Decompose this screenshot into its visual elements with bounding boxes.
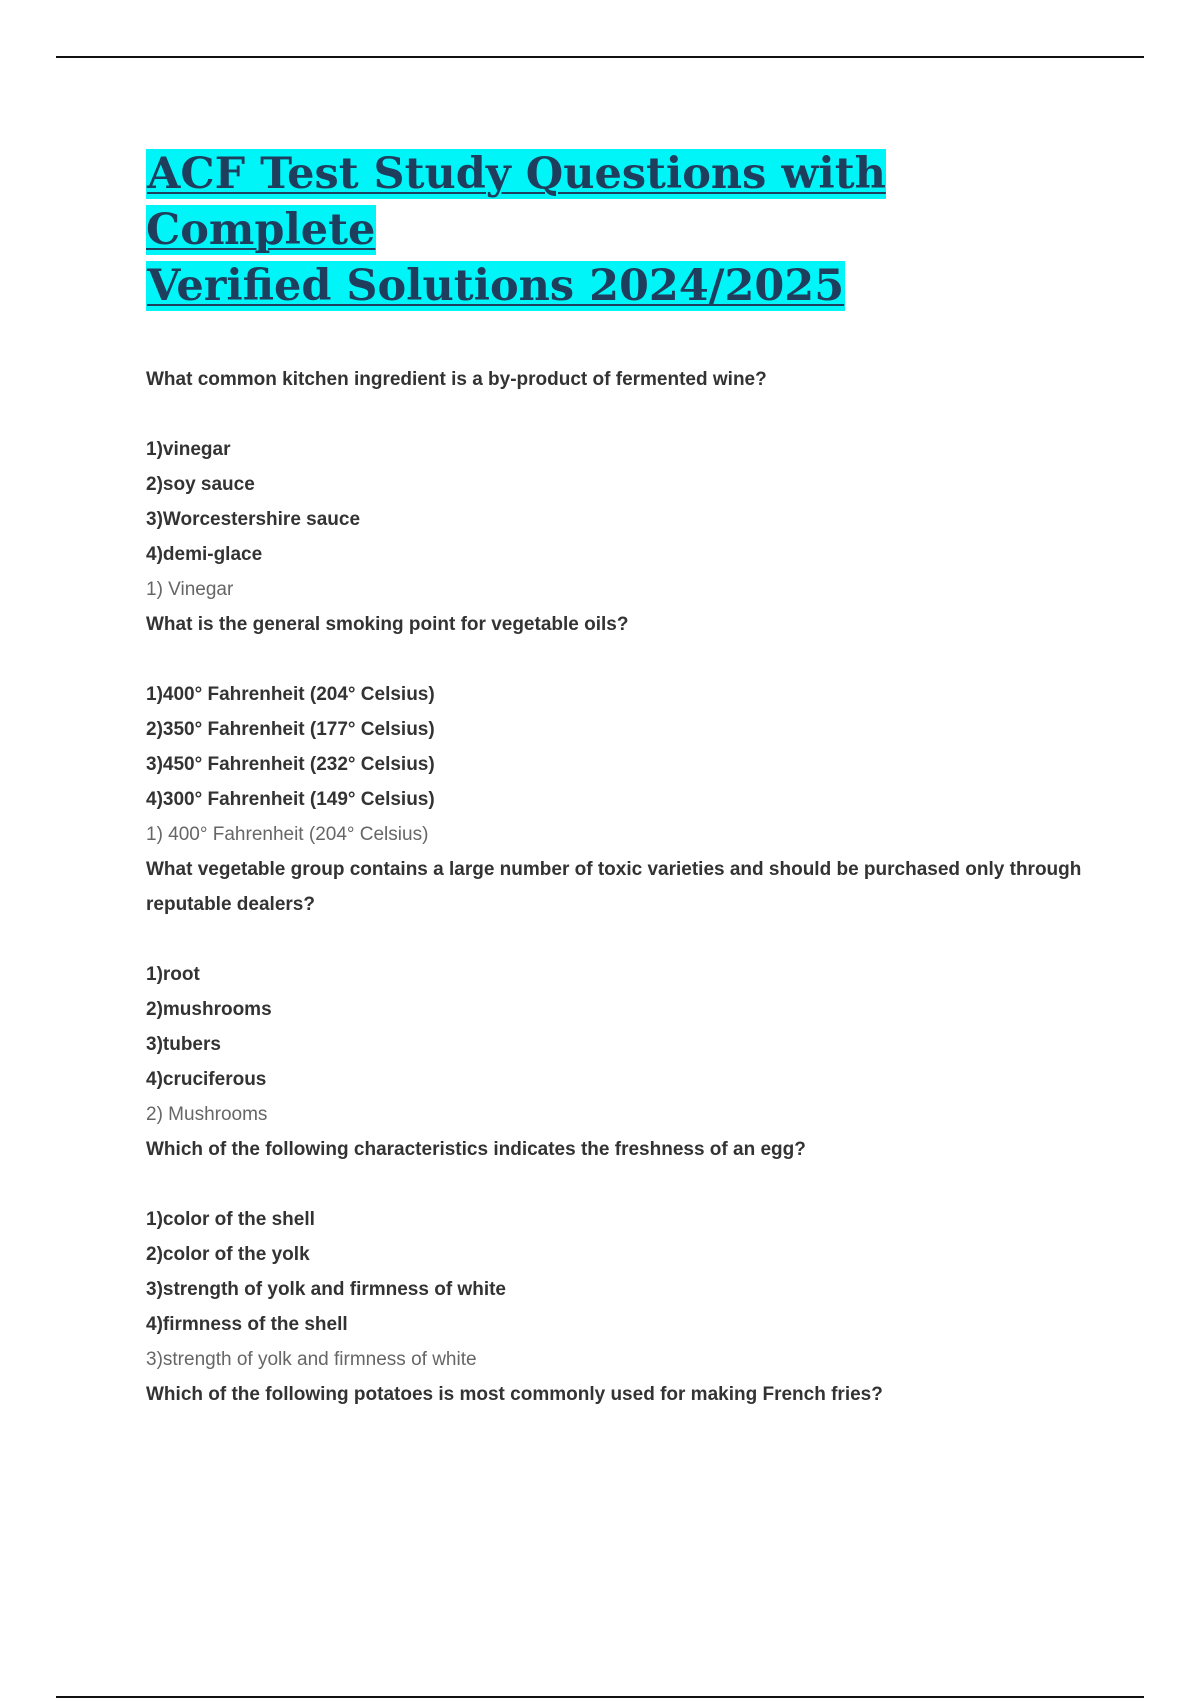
option-item: 3)Worcestershire sauce	[146, 509, 361, 530]
option-item: 1)root	[146, 964, 200, 985]
question-block-1	[146, 362, 1086, 607]
option-item: 1)color of the shell	[146, 1209, 315, 1230]
question-text: What common kitchen ingredient is a by-product of fermented wine?	[146, 369, 767, 390]
answer-text: 1) 400° Fahrenheit (204° Celsius)	[146, 824, 429, 845]
page-title	[146, 146, 1086, 314]
answer-text: 1) Vinegar	[146, 579, 234, 600]
option-list	[146, 1202, 1086, 1342]
title-line-2: Verified Solutions 2024/2025	[147, 261, 845, 311]
option-list	[146, 432, 1086, 572]
question-text: What is the general smoking point for vegetable oils?	[146, 614, 629, 635]
question-text: What vegetable group contains a large number of toxic varieties and should be purchased only through reputable dealers?	[146, 859, 1082, 915]
option-item: 4)demi-glace	[146, 544, 263, 565]
option-item: 1)vinegar	[146, 439, 231, 460]
top-rule	[56, 56, 1144, 58]
option-item: 3)450° Fahrenheit (232° Celsius)	[146, 754, 435, 775]
question-text: Which of the following characteristics indicates the freshness of an egg?	[146, 1139, 806, 1160]
option-list	[146, 957, 1086, 1097]
question-block-4	[146, 1132, 1086, 1377]
option-item: 2)mushrooms	[146, 999, 272, 1020]
option-item: 4)firmness of the shell	[146, 1314, 348, 1335]
question-block-3	[146, 852, 1086, 1132]
title-line-1: ACF Test Study Questions with Complete	[146, 149, 886, 255]
answer-text: 3)strength of yolk and firmness of white	[146, 1349, 477, 1370]
question-text: Which of the following potatoes is most commonly used for making French fries?	[146, 1384, 883, 1405]
option-item: 1)400° Fahrenheit (204° Celsius)	[146, 684, 435, 705]
option-item: 2)soy sauce	[146, 474, 255, 495]
option-item: 2)350° Fahrenheit (177° Celsius)	[146, 719, 435, 740]
option-item: 3)tubers	[146, 1034, 221, 1055]
option-item: 2)color of the yolk	[146, 1244, 310, 1265]
question-list	[146, 362, 1086, 1412]
option-item: 4)300° Fahrenheit (149° Celsius)	[146, 789, 435, 810]
question-block-2	[146, 607, 1086, 852]
answer-text: 2) Mushrooms	[146, 1104, 268, 1125]
question-block-5	[146, 1377, 1086, 1412]
option-item: 4)cruciferous	[146, 1069, 267, 1090]
bottom-rule	[56, 1696, 1144, 1698]
option-list	[146, 677, 1086, 817]
option-item: 3)strength of yolk and firmness of white	[146, 1279, 506, 1300]
